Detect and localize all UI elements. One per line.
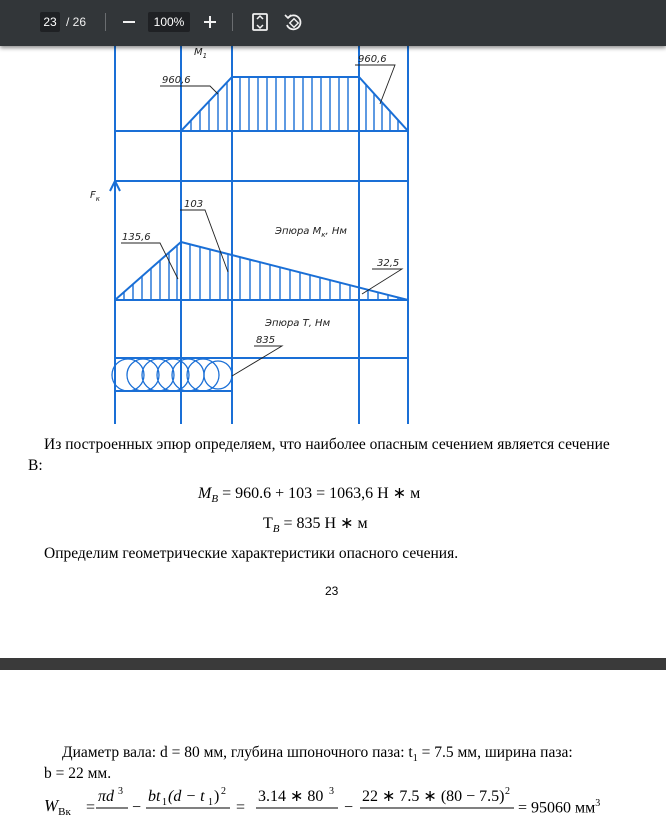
zoom-level-input[interactable]: 100% [148, 12, 190, 32]
document-page [0, 46, 666, 658]
formula-result: = 95060 $мм^3$ [518, 798, 601, 817]
svg-text:1: 1 [162, 797, 167, 808]
value-label: 960,6 [358, 54, 387, 65]
svg-text:=: = [236, 799, 246, 816]
m1-label: $M_1$ [194, 47, 208, 60]
svg-text:3.14 ∗ 80: 3.14 ∗ 80 [258, 788, 324, 805]
torque-hatch [112, 359, 232, 391]
rotate-button[interactable] [281, 10, 305, 34]
fit-to-page-button[interactable] [248, 10, 272, 34]
value-label: 135,6 [122, 232, 151, 243]
svg-text:πd: πd [98, 788, 115, 805]
svg-text:1: 1 [208, 797, 213, 808]
pdf-toolbar [0, 0, 666, 46]
paragraph: Диаметр вала: d = 80 мм, глубина шпоночного паза: $t_1 = 7.5$ мм, ширина паза: [62, 744, 573, 765]
svg-text:=: = [86, 799, 96, 816]
total-pages: / 26 [66, 15, 87, 29]
fit-page-icon [248, 10, 272, 34]
value-label: 103 [184, 199, 204, 210]
plus-icon [198, 10, 222, 34]
paragraph: Из построенных эпюр определяем, что наиболее опасным сечением является сечение В: [28, 436, 610, 474]
svg-text:3: 3 [329, 786, 334, 797]
svg-text:(d − t: (d − t [168, 788, 205, 805]
page-number-input[interactable]: 23 [40, 12, 60, 32]
value-label: 32,5 [377, 258, 400, 269]
rotate-icon [281, 10, 305, 34]
document-page [0, 670, 666, 823]
mk-epure-title: Эпюра $М_к$, Нм [275, 226, 347, 239]
svg-text:): ) [214, 788, 220, 805]
toolbar-divider [232, 13, 233, 31]
formula-wvk: $W_{Вк}$ [44, 796, 71, 819]
fk-label: $F_к$ [90, 190, 100, 203]
zoom-in-button[interactable] [198, 10, 222, 34]
t-epure-title: Эпюра Т, Нм [265, 318, 331, 329]
force-arrow [110, 181, 120, 300]
epure-diagram [0, 46, 666, 426]
svg-text:22 ∗ 7.5 ∗ (80 − 7.5): 22 ∗ 7.5 ∗ (80 − 7.5) [362, 788, 505, 805]
toolbar-divider [105, 13, 106, 31]
formula-tb: $T_B = 835$ Н ∗ м [263, 515, 368, 536]
svg-text:3: 3 [118, 786, 123, 797]
paragraph: b = 22 мм. [44, 765, 112, 782]
value-label: 835 [256, 335, 276, 346]
paragraph: Определим геометрические характеристики опасного сечения. [44, 545, 459, 562]
value-label: 960,6 [162, 75, 191, 86]
zoom-out-button[interactable] [117, 10, 141, 34]
page-number: 23 [325, 584, 339, 598]
svg-text:−: − [132, 799, 142, 816]
svg-text:bt: bt [148, 788, 161, 805]
minus-icon [117, 10, 141, 34]
formula-mb: $M_B = 960.6 + 103 = 1063,6$ Н ∗ м [198, 485, 421, 506]
svg-text:2: 2 [505, 786, 510, 797]
svg-text:2: 2 [221, 786, 226, 797]
svg-text:−: − [344, 799, 354, 816]
